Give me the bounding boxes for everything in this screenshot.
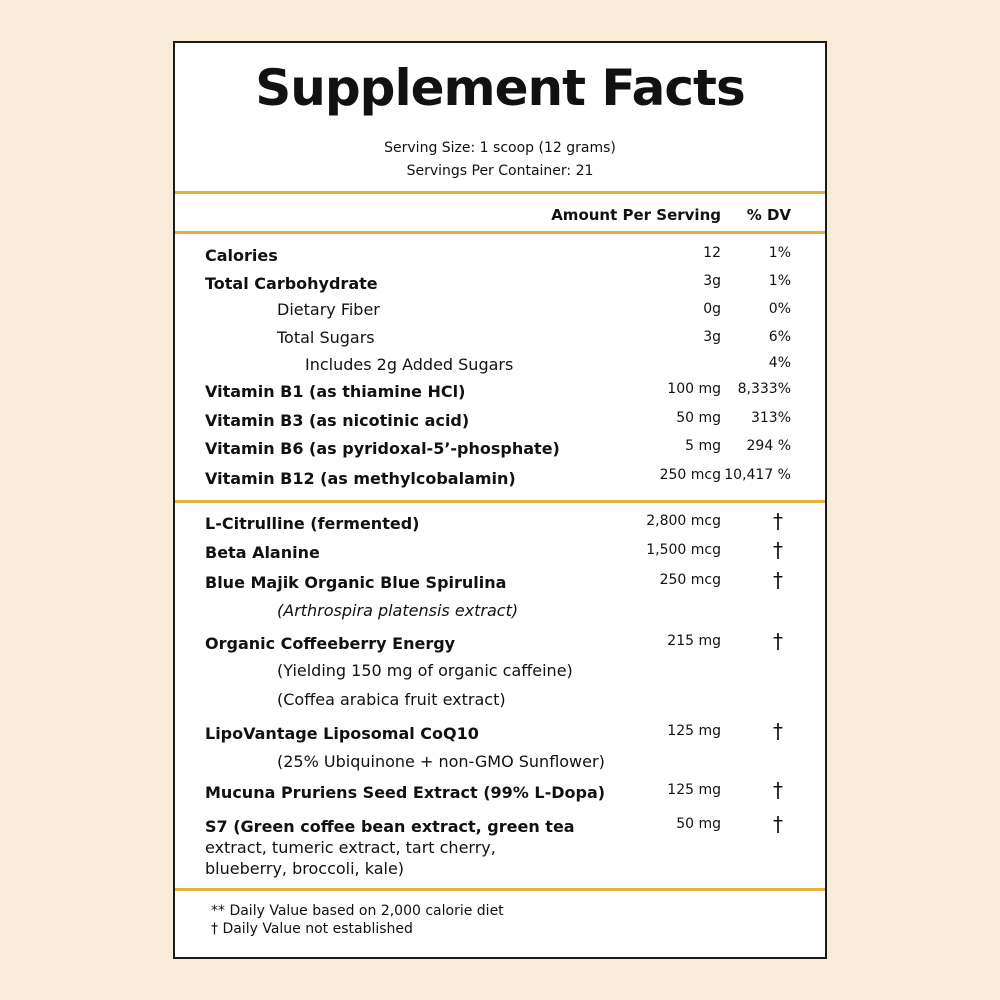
nutrient-amount: 0g	[703, 301, 721, 317]
serving-size: Serving Size: 1 scoop (12 grams)	[384, 140, 616, 156]
ingredient-continuation: blueberry, broccoli, kale)	[205, 859, 405, 878]
dagger-mark: †	[773, 568, 783, 592]
ingredient-subtext: (Yielding 150 mg of organic caffeine)	[277, 661, 573, 680]
nutrient-amount: 100 mg	[667, 381, 721, 397]
dagger-mark: †	[773, 509, 783, 533]
ingredient-mucuna: Mucuna Pruriens Seed Extract (99% L-Dopa)	[205, 783, 606, 802]
ingredient-subtext: (25% Ubiquinone + non-GMO Sunflower)	[277, 752, 605, 771]
footnote-dagger: † Daily Value not established	[211, 921, 413, 937]
nutrient-dv: 313%	[750, 410, 791, 426]
nutrient-dv: 1%	[768, 245, 791, 261]
nutrient-added-sugars: Includes 2g Added Sugars	[305, 355, 514, 374]
ingredient-blue-majik: Blue Majik Organic Blue Spirulina	[205, 573, 507, 592]
nutrient-dv: 8,333%	[737, 381, 791, 397]
ingredient-coq10: LipoVantage Liposomal CoQ10	[205, 724, 479, 743]
nutrient-dv: 0%	[768, 301, 791, 317]
ingredient-s7: S7 (Green coffee bean extract, green tea	[205, 817, 575, 836]
nutrient-total-carbohydrate: Total Carbohydrate	[205, 274, 378, 293]
ingredient-subtext: (Arthrospira platensis extract)	[277, 601, 519, 620]
nutrient-amount: 12	[703, 245, 721, 261]
nutrient-vitamin-b1: Vitamin B1 (as thiamine HCl)	[205, 382, 466, 401]
servings-per-container: Servings Per Container: 21	[406, 163, 594, 179]
ingredient-beta-alanine: Beta Alanine	[205, 543, 320, 562]
dagger-mark: †	[773, 629, 783, 653]
dv-header: % DV	[746, 206, 791, 224]
nutrient-amount: 250 mcg	[659, 467, 721, 483]
nutrient-vitamin-b12: Vitamin B12 (as methylcobalamin)	[205, 469, 516, 488]
ingredient-subtext: (Coffea arabica fruit extract)	[277, 690, 506, 709]
nutrient-total-sugars: Total Sugars	[277, 328, 375, 347]
ingredient-amount: 2,800 mcg	[646, 513, 721, 529]
supplement-facts-panel	[173, 41, 827, 959]
nutrient-dv: 294 %	[746, 438, 791, 454]
nutrient-vitamin-b3: Vitamin B3 (as nicotinic acid)	[205, 411, 470, 430]
ingredient-coffeeberry: Organic Coffeeberry Energy	[205, 634, 456, 653]
divider	[175, 888, 825, 891]
ingredient-continuation: extract, tumeric extract, tart cherry,	[205, 838, 496, 857]
nutrient-calories: Calories	[205, 246, 278, 265]
dagger-mark: †	[773, 778, 783, 802]
dagger-mark: †	[773, 812, 783, 836]
divider	[175, 231, 825, 234]
nutrient-dv: 1%	[768, 273, 791, 289]
serving-info	[175, 137, 825, 183]
nutrient-amount: 3g	[703, 273, 721, 289]
footnote-daily-value: ** Daily Value based on 2,000 calorie diet	[211, 903, 504, 919]
nutrient-dv: 4%	[768, 355, 791, 371]
nutrient-vitamin-b6: Vitamin B6 (as pyridoxal-5’-phosphate)	[205, 439, 560, 458]
amount-per-serving-header: Amount Per Serving	[551, 206, 721, 224]
ingredient-amount: 50 mg	[676, 816, 721, 832]
nutrient-amount: 50 mg	[676, 410, 721, 426]
divider	[175, 191, 825, 194]
ingredient-amount: 125 mg	[667, 723, 721, 739]
dagger-mark: †	[773, 719, 783, 743]
label-title: Supplement Facts	[255, 59, 745, 117]
ingredient-amount: 250 mcg	[659, 572, 721, 588]
ingredient-amount: 125 mg	[667, 782, 721, 798]
ingredient-l-citrulline: L-Citrulline (fermented)	[205, 514, 420, 533]
nutrient-dietary-fiber: Dietary Fiber	[277, 300, 380, 319]
nutrient-amount: 5 mg	[685, 438, 721, 454]
divider	[175, 500, 825, 503]
nutrient-amount: 3g	[703, 329, 721, 345]
nutrient-dv: 10,417 %	[724, 467, 791, 483]
dagger-mark: †	[773, 538, 783, 562]
nutrient-dv: 6%	[768, 329, 791, 345]
ingredient-amount: 215 mg	[667, 633, 721, 649]
ingredient-amount: 1,500 mcg	[646, 542, 721, 558]
